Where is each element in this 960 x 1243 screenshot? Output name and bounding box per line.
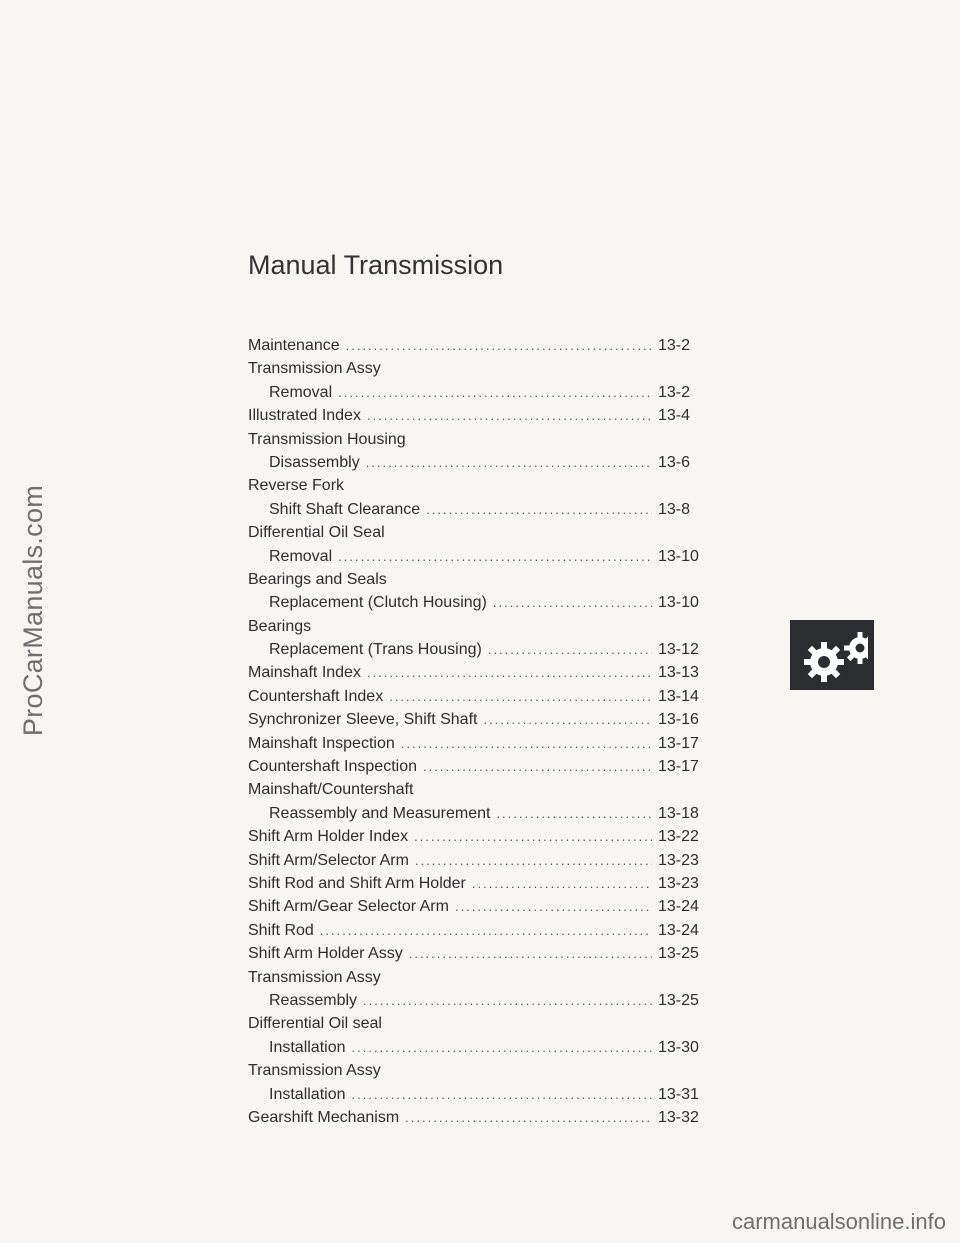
toc-entry-title: Disassembly: [269, 453, 360, 471]
dot-leader: [483, 708, 652, 731]
toc-line: [248, 966, 718, 989]
toc-entry: [248, 942, 718, 965]
toc-entry: [248, 474, 718, 521]
dot-leader: [493, 591, 652, 614]
toc-entry: [248, 685, 718, 708]
toc-line: [248, 521, 718, 544]
dot-leader: [366, 451, 652, 474]
toc-page-number: 13-23: [658, 851, 699, 869]
toc-entry: [248, 357, 718, 404]
toc-page-number: 13-23: [658, 874, 699, 892]
toc-entry-title: Shift Arm/Gear Selector Arm: [248, 898, 449, 916]
section-tab: [790, 620, 874, 690]
toc-entry: [248, 919, 718, 942]
dot-leader: [472, 872, 652, 895]
toc-entry: [248, 849, 718, 872]
toc-entry: [248, 778, 718, 825]
toc-page-number: 13-24: [658, 898, 699, 916]
toc-page-number: 13-32: [658, 1108, 699, 1126]
toc-subline: [248, 545, 718, 568]
dot-leader: [426, 498, 652, 521]
toc-line: [248, 732, 718, 755]
toc-page-number: 13-4: [658, 407, 691, 425]
toc-entry: [248, 825, 718, 848]
toc-entry-title: Reassembly: [269, 991, 358, 1009]
toc-subline: [248, 381, 718, 404]
toc-line: [248, 825, 718, 848]
toc-subline: [248, 498, 718, 521]
table-of-contents: [248, 334, 718, 1129]
toc-entry: [248, 755, 718, 778]
page-title: Manual Transmission: [248, 250, 504, 280]
toc-entry-title: Mainshaft Inspection: [248, 734, 395, 752]
toc-entry-title: Reverse Fork: [248, 477, 345, 495]
toc-entry: [248, 428, 718, 475]
toc-entry-title: Shift Rod and Shift Arm Holder: [248, 874, 466, 892]
dot-leader: [352, 1083, 653, 1106]
toc-line: [248, 1012, 718, 1035]
toc-line: [248, 685, 718, 708]
dot-leader: [414, 825, 652, 848]
toc-page-number: 13-17: [658, 734, 699, 752]
toc-entry: [248, 1106, 718, 1129]
toc-entry-title: Countershaft Index: [248, 687, 384, 705]
toc-line: [248, 1059, 718, 1082]
toc-page-number: 13-12: [658, 641, 699, 659]
toc-entry: [248, 404, 718, 427]
toc-entry-title: Differential Oil seal: [248, 1015, 382, 1033]
dot-leader: [367, 404, 652, 427]
toc-line: [248, 357, 718, 380]
toc-page-number: 13-10: [658, 547, 699, 565]
side-watermark: [14, 460, 54, 760]
dot-leader: [346, 334, 652, 357]
toc-entry-title: Shift Rod: [248, 921, 314, 939]
toc-line: [248, 919, 718, 942]
toc-entry-title: Removal: [269, 383, 333, 401]
toc-line: [248, 755, 718, 778]
dot-leader: [409, 942, 652, 965]
toc-entry-title: Mainshaft Index: [248, 664, 361, 682]
toc-entry: [248, 732, 718, 755]
toc-page-number: 13-16: [658, 711, 699, 729]
dot-leader: [338, 545, 652, 568]
toc-entry-title: Shift Arm Holder Assy: [248, 945, 403, 963]
toc-entry-title: Synchronizer Sleeve, Shift Shaft: [248, 711, 478, 729]
toc-subline: [248, 1083, 718, 1106]
toc-entry-title: Shift Shaft Clearance: [269, 500, 421, 518]
toc-subline: [248, 989, 718, 1012]
toc-entry-title: Installation: [269, 1085, 346, 1103]
toc-entry: [248, 568, 718, 615]
toc-page-number: 13-18: [658, 804, 699, 822]
toc-entry-title: Transmission Assy: [248, 360, 381, 378]
toc-subline: [248, 451, 718, 474]
dot-leader: [496, 802, 652, 825]
toc-line: [248, 872, 718, 895]
toc-page-number: 13-30: [658, 1038, 699, 1056]
toc-line: [248, 568, 718, 591]
toc-entry: [248, 1059, 718, 1106]
dot-leader: [405, 1106, 652, 1129]
dot-leader: [455, 895, 652, 918]
toc-entry-title: Shift Arm/Selector Arm: [248, 851, 409, 869]
toc-page-number: 13-2: [658, 337, 691, 354]
dot-leader: [488, 638, 652, 661]
toc-entry: [248, 708, 718, 731]
toc-page-number: 13-8: [658, 500, 691, 518]
toc-entry-title: Transmission Assy: [248, 1062, 381, 1080]
dot-leader: [389, 685, 652, 708]
toc-line: [248, 778, 718, 801]
toc-page-number: 13-31: [658, 1085, 699, 1103]
toc-entry-title: Bearings and Seals: [248, 570, 387, 588]
toc-entry-title: Transmission Housing: [248, 430, 406, 448]
toc-entry-title: Shift Arm Holder Index: [248, 828, 409, 846]
dot-leader: [415, 849, 652, 872]
dot-leader: [363, 989, 652, 1012]
toc-entry-title: Maintenance: [248, 337, 340, 354]
toc-page-number: 13-13: [658, 664, 699, 682]
toc-entry-title: Gearshift Mechanism: [248, 1108, 400, 1126]
toc-subline: [248, 591, 718, 614]
footer-watermark: carmanualsonline.info: [731, 1209, 946, 1234]
dot-leader: [367, 661, 652, 684]
toc-entry-title: Installation: [269, 1038, 346, 1056]
toc-entry: [248, 895, 718, 918]
toc-page-number: 13-22: [658, 828, 699, 846]
toc-entry: [248, 334, 718, 357]
side-watermark-text: ProCarManuals.com: [18, 484, 49, 736]
toc-line: [248, 334, 718, 357]
toc-entry: [248, 615, 718, 662]
toc-entry-title: Countershaft Inspection: [248, 758, 417, 776]
toc-entry-title: Reassembly and Measurement: [269, 804, 491, 822]
toc-line: [248, 1106, 718, 1129]
toc-page-number: 13-6: [658, 453, 691, 471]
toc-entry-title: Replacement (Clutch Housing): [269, 594, 487, 612]
toc-entry: [248, 872, 718, 895]
dot-leader: [423, 755, 652, 778]
toc-subline: [248, 1036, 718, 1059]
toc-line: [248, 895, 718, 918]
toc-page-number: 13-24: [658, 921, 699, 939]
toc-page-number: 13-14: [658, 687, 699, 705]
toc-page-number: 13-2: [658, 383, 691, 401]
toc-entry-title: Removal: [269, 547, 333, 565]
dot-leader: [352, 1036, 653, 1059]
toc-line: [248, 942, 718, 965]
toc-entry: [248, 661, 718, 684]
toc-entry-title: Illustrated Index: [248, 407, 361, 425]
gears-icon: [790, 620, 874, 690]
dot-leader: [401, 732, 652, 755]
toc-entry-title: Replacement (Trans Housing): [269, 641, 482, 659]
toc-entry-title: Bearings: [248, 617, 312, 635]
toc-page-number: 13-25: [658, 945, 699, 963]
toc-entry-title: Mainshaft/Countershaft: [248, 781, 414, 799]
toc-subline: [248, 638, 718, 661]
toc-page-number: 13-10: [658, 594, 699, 612]
toc-entry-title: Differential Oil Seal: [248, 524, 385, 542]
toc-line: [248, 849, 718, 872]
dot-leader: [338, 381, 652, 404]
toc-page-number: 13-17: [658, 758, 699, 776]
toc-entry: [248, 1012, 718, 1059]
toc-line: [248, 661, 718, 684]
toc-line: [248, 404, 718, 427]
toc-line: [248, 615, 718, 638]
dot-leader: [320, 919, 652, 942]
toc-page-number: 13-25: [658, 991, 699, 1009]
toc-entry-title: Transmission Assy: [248, 968, 381, 986]
toc-subline: [248, 802, 718, 825]
toc-entry: [248, 966, 718, 1013]
toc-line: [248, 474, 718, 497]
toc-line: [248, 708, 718, 731]
toc-line: [248, 428, 718, 451]
toc-entry: [248, 521, 718, 568]
